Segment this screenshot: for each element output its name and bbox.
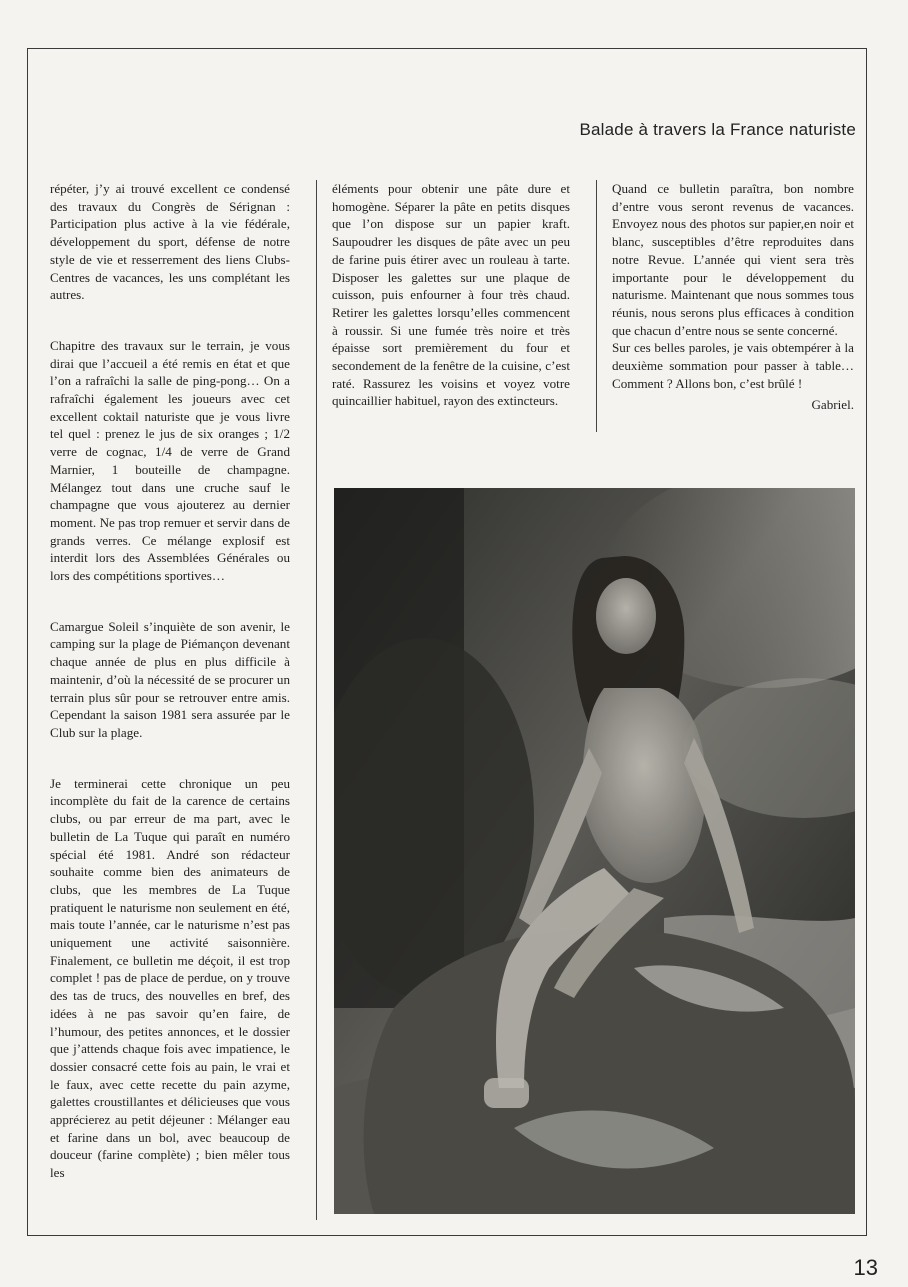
- paragraph: Sur ces belles paroles, je vais obtempérer à la deuxième sommation pour passer à table… Comment ? Allons bon, c’est brûlé !: [612, 340, 854, 391]
- author-signature: Gabriel.: [811, 397, 854, 413]
- paragraph: éléments pour obtenir une pâte dure et homogène. Séparer la pâte en petits disques que l’on dispose sur un papier kraft. Saupoudrer les disques de pâte avec un peu de farine puis étirer avec un rouleau à tarte. Disposer les galettes sur une plaque de cuisson, puis enfourner à four très chaud. Retirer les galettes lorsqu’elles commencent à roussir. Si une fumée très noire et très épaisse sort premièrement du four et secondement de la fenêtre de la cuisine, c’est raté. Rassurez les voisins et voyez votre quincaillier habituel, rayon des extincteurs.: [332, 181, 570, 409]
- photo: [334, 488, 855, 1214]
- text-column-1: [50, 180, 290, 1182]
- paragraph: Je terminerai cette chronique un peu incomplète du fait de la carence de certains clubs, ou par erreur de ma part, avec le bulletin de La Tuque qui paraît en numéro spécial été 1981. André son rédacteur souhaite comme bien des animateurs de clubs, que les membres de La Tuque pratiquent le naturisme non seulement en été, mais toute l’année, car le naturisme n’est pas uniquement une activité saisonnière. Finalement, ce bulletin me déçoit, il est trop complet ! pas de place de perdue, on y trouve des tas de trucs, des nouvelles en bref, des idées à ne pas savoir qu’en faire, de l’humour, des petites annonces, et le dossier que j’attends chaque fois avec impatience, le dossier consacré cette fois au pain, le vrai et le faux, avec cette recette du pain azyme, galettes croustillantes et délicieuses que vous apprécierez au petit déjeuner : Mélanger eau et farine dans un bol, avec beaucoup de douceur (farine complète) ; bien mêler tous les: [50, 775, 290, 1181]
- text-column-3: [612, 180, 854, 414]
- paragraph: Quand ce bulletin paraîtra, bon nombre d’entre vous seront revenus de vacances. Envoyez nous des photos sur papier,en noir et blanc, susceptibles d’être reproduites dans notre Revue. L’année qui vient sera très importante pour le développement du naturisme. Maintenant que nous sommes tous réunis, nous serons plus efficaces à condition que chacun d’entre nous se sente concerné.: [612, 181, 854, 338]
- photo-illustration: [334, 488, 855, 1214]
- paragraph: répéter, j’y ai trouvé excellent ce condensé des travaux du Congrès de Sérignan : Participation plus active à la vie fédérale, développement du sport, défense de notre style de vie et resserrement des liens Clubs-Centres de vacances, les uns complétant les autres.: [50, 181, 290, 303]
- column-divider: [596, 180, 597, 432]
- column-divider: [316, 180, 317, 1220]
- section-title: Balade à travers la France naturiste: [579, 120, 856, 139]
- paragraph: Camargue Soleil s’inquiète de son avenir, le camping sur la plage de Piémançon devenant chaque année de plus en plus difficile à maintenir, d’où la nécessité de se procurer un terrain plus sûr pour se retrouver entre amis. Cependant la saison 1981 sera assurée par le Club sur la plage.: [50, 618, 290, 740]
- page-number: 13: [853, 1255, 878, 1280]
- paragraph: Chapitre des travaux sur le terrain, je vous dirai que l’accueil a été remis en état et que l’on a rafraîchi la salle de ping-pong… On a rafraîchi également les joueurs avec cet excellent coktail naturiste que je vous livre tel quel : prenez le jus de six oranges ; 1/2 verre de cognac, 1/4 de verre de Grand Marnier, 1 bouteille de champagne. Mélangez tout dans une cruche sauf le champagne que vous ajouterez au dernier moment. Ne pas trop remuer et servir dans de grands verres. Ce mélange explosif est interdit lors des Assemblées Générales ou lors des compétitions sportives…: [50, 337, 290, 584]
- text-column-2: [332, 180, 570, 410]
